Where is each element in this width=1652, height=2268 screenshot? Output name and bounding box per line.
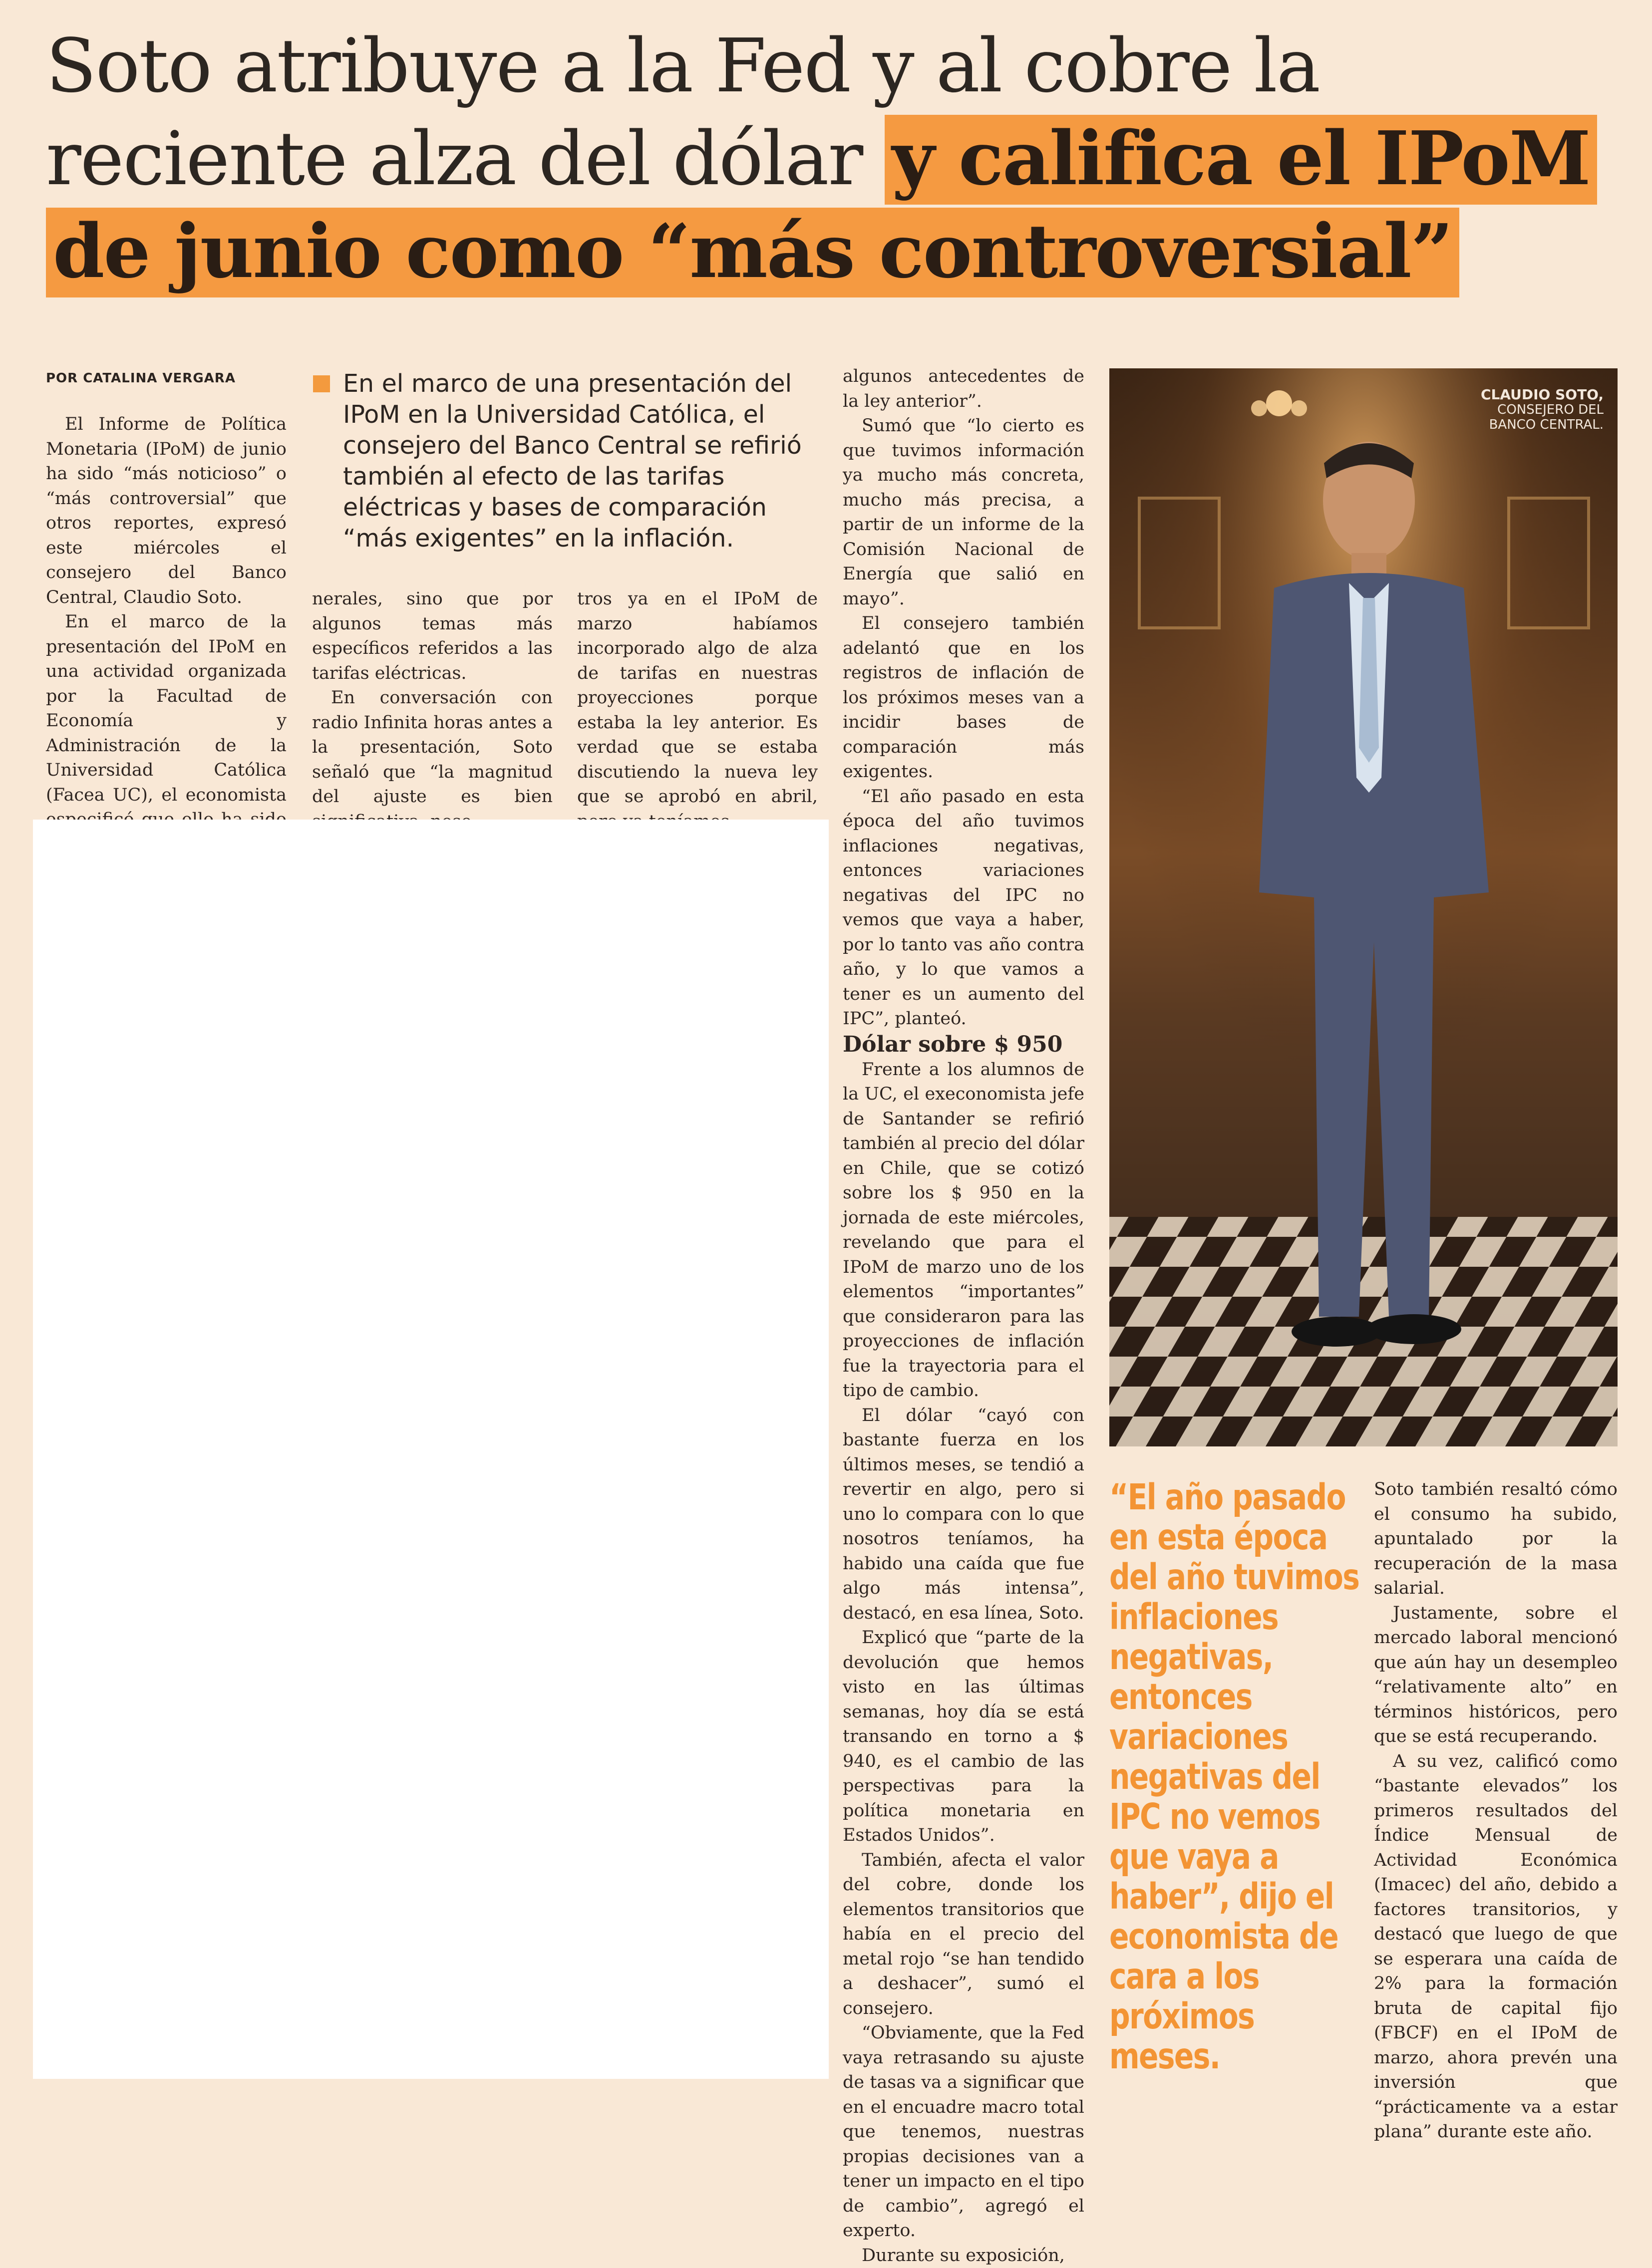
byline: POR CATALINA VERGARA: [46, 371, 236, 386]
column-1: [46, 412, 287, 882]
paragraph: El consejero también adelantó que en los registros de inflación de los próximos meses van a incidir bases de comparación más exigentes.: [843, 611, 1084, 785]
column-3: [577, 587, 818, 834]
paragraph: “El año pasado en esta época del año tuvimos inflaciones negativas, entonces variaciones negativas del IPC no vemos que vaya a haber, por lo tanto vas año contra año, y lo que vamos a tener es un aumento del IPC”, planteó.: [843, 785, 1084, 1032]
subheading: Dólar sobre $ 950: [843, 1032, 1084, 1058]
paragraph: algunos antecedentes de la ley anterior”.: [843, 364, 1084, 414]
column-2: [312, 587, 553, 834]
paragraph: El Informe de Política Monetaria (IPoM) de junio ha sido “más noticioso” o “más controversial” que otros reportes, expresó este miércoles el consejero del Banco Central, Claudio Soto.: [46, 412, 287, 610]
photo-caption: [1481, 387, 1604, 432]
caption-role: CONSEJERO DEL: [1481, 402, 1604, 417]
caption-role: BANCO CENTRAL.: [1481, 417, 1604, 432]
paragraph: En conversación con radio Infinita horas antes a la presentación, Soto señaló que “la magnitud del ajuste es bien: [312, 686, 553, 834]
pull-quote-text: “El año pasado en esta época del año tuvimos inflaciones negativas, entonces variaciones negativas del IPC no vemos que vaya a haber”,: [1109, 1476, 1359, 1917]
headline-highlight: y califica el IPoM de junio como “más controversial”: [46, 115, 1597, 297]
paragraph: nerales, sino que por algunos temas más específicos referidos a las tarifas eléctricas.: [312, 587, 553, 686]
deck-text: En el marco de una presentación del IPoM en la Universidad Católica, el consejero del Banco Central se refirió también al efecto de las tarifas eléctricas y bases de comparación “más exigentes” en la inflación.: [312, 368, 811, 554]
paragraph: A su vez, calificó como “bastante elevados” los primeros resultados del Índice Mensual de Actividad Económica (Imacec) del año, debido a factores transitorios, y destacó que luego de que se esperara una caída de 2% para la formación bruta de capital fijo (FBCF) en el IPoM de marzo, ahora prevén una inversión que “prácticamente va a estar plana” durante este año.: [1374, 1749, 1618, 2145]
paragraph: En el marco de la presentación del IPoM en una actividad organizada por la Facultad de Economía y Administración de la Universidad Católica (Facea UC), el economista: [46, 610, 287, 882]
portrait-illustration: [1109, 368, 1618, 1446]
paragraph: Explicó que “parte de la devolución que hemos visto en las últimas semanas, hoy día se está transando en torno a $ 940, es el cambio de las perspectivas para la política monetaria en Estados Unidos”.: [843, 1626, 1084, 1848]
pull-quote: [1109, 1477, 1371, 2076]
paragraph: El dólar “cayó con bastante fuerza en los últimos meses, se tendió a revertir en algo, pero si uno lo compara con lo que nosotros teníamos, ha habido una caída que fue algo más intensa”, destacó, en esa línea, Soto.: [843, 1404, 1084, 1626]
paragraph: También, afecta el valor del cobre, donde los elementos transitorios que había en el precio del metal rojo “se han tendido a deshacer”, sumó el consejero.: [843, 1848, 1084, 2021]
paragraph: Durante su exposición,: [843, 2244, 1084, 2268]
paragraph: Justamente, sobre el mercado laboral mencionó que aún hay un desempleo “relativamente alto” en términos históricos, pero que se está recuperando.: [1374, 1601, 1618, 1749]
paragraph: tros ya en el IPoM de marzo habíamos incorporado algo de alza de tarifas en nuestras proyecciones porque estaba la ley anterior. Es verdad que se estaba discutiendo la nueva ley que se aprobó en abril,: [577, 587, 818, 834]
caption-name: CLAUDIO SOTO,: [1481, 387, 1604, 402]
pull-quote-attribution: dijo el economista de cara a los próximos meses.: [1109, 1876, 1338, 2077]
headline-light: Soto atribuye a la Fed y al cobre la reciente alza del dólar: [46, 23, 1320, 202]
column-4: [843, 364, 1084, 2268]
paragraph: “Obviamente, que la Fed vaya retrasando su ajuste de tasas va a significar que en el encuadre macro total que tenemos, nuestras propias decisiones van a tener un impacto en el tipo de cambio”, agregó el experto.: [843, 2021, 1084, 2244]
portrait-photo: [1109, 368, 1618, 1446]
paragraph: Frente a los alumnos de la UC, el execonomista jefe de Santander se refirió también al precio del dólar en Chile, que se cotizó sobre los $ 950 en la jornada de este miércoles, revelando que para el IPoM de marzo uno de los elementos “importantes” que consideraron para las proyecciones de inflación fue la trayectoria para el tipo de cambio.: [843, 1058, 1084, 1404]
headline: [46, 20, 1594, 298]
blank-area: [33, 820, 829, 2079]
paragraph: Soto también resaltó cómo el consumo ha subido, apuntalado por la recuperación de la masa salarial.: [1374, 1477, 1618, 1601]
deck: [312, 368, 811, 554]
paragraph: Sumó que “lo cierto es que tuvimos información ya mucho más concreta, mucho más precisa, a partir de un informe de la Comisión Nacional de Energía que salió en mayo”.: [843, 414, 1084, 611]
column-6: [1374, 1477, 1618, 2145]
